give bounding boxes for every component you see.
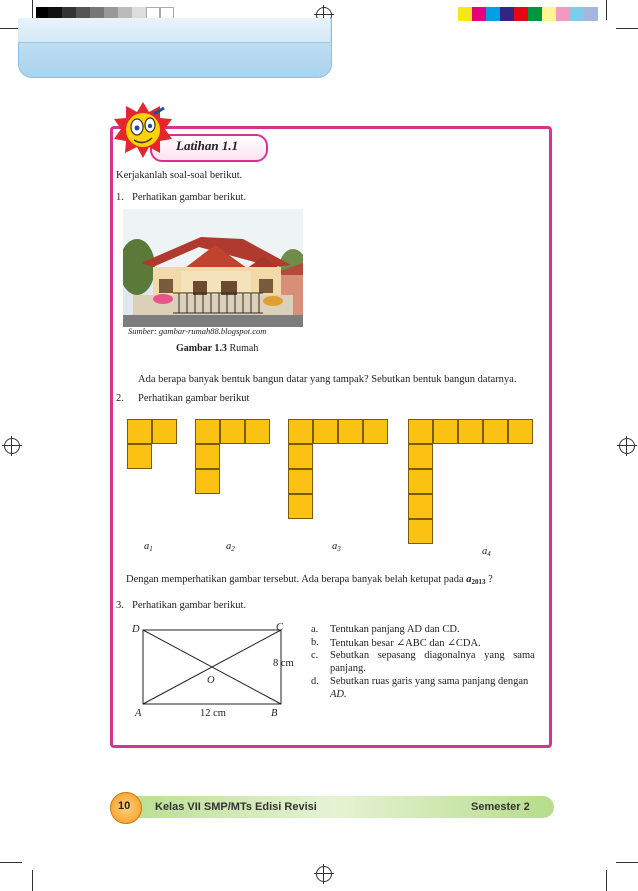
tile — [195, 444, 220, 469]
tile — [508, 419, 533, 444]
q3-item-text: panjang. — [330, 663, 366, 674]
label-a2: $a_2$ — [226, 541, 235, 553]
vertex-b: B — [271, 708, 278, 719]
tile — [458, 419, 483, 444]
q1-question: Ada berapa banyak bentuk bangun datar yang tampak? Sebutkan bentuk bangun datarnya. — [138, 374, 517, 385]
label-a4: $a_4$ — [482, 546, 491, 558]
q1-text: Perhatikan gambar berikut. — [132, 192, 247, 203]
house-photo — [123, 209, 303, 327]
tile — [127, 444, 152, 469]
vertex-c: C — [276, 622, 284, 633]
tile — [408, 519, 433, 544]
footer-book-title: Kelas VII SMP/MTs Edisi Revisi — [155, 801, 317, 813]
q3-text: Perhatikan gambar berikut. — [132, 600, 247, 611]
label-a1: $a_1$ — [144, 541, 153, 553]
footer-semester: Semester 2 — [471, 801, 530, 813]
width-label: 12 cm — [200, 708, 226, 719]
tile — [483, 419, 508, 444]
q3-item-letter: d. — [311, 676, 319, 687]
tile — [338, 419, 363, 444]
crop-mark — [616, 862, 638, 863]
q3-item-text: AD. — [330, 689, 347, 700]
page-number: 10 — [118, 800, 131, 812]
q3-number: 3. — [116, 600, 124, 611]
q1-number: 1. — [116, 192, 124, 203]
q2-question: Dengan memperhatikan gambar tersebut. Ada berapa banyak belah ketupat pada $a_{2013}$ ? — [126, 574, 493, 586]
q3-item-letter: a. — [311, 624, 319, 635]
tile — [288, 494, 313, 519]
registration-mark-icon — [4, 438, 20, 454]
figure-caption — [176, 343, 258, 354]
exercise-title: Latihan 1.1 — [176, 138, 239, 153]
tile — [313, 419, 338, 444]
vertex-a: A — [135, 708, 142, 719]
tile — [195, 469, 220, 494]
q3-item-text: Sebutkan ruas garis yang sama panjang dengan — [330, 676, 529, 687]
tile — [220, 419, 245, 444]
crop-mark — [606, 0, 607, 20]
vertex-o: O — [207, 675, 215, 686]
tile — [408, 469, 433, 494]
header-banner-top — [18, 18, 330, 43]
exercise-intro: Kerjakanlah soal-soal berikut. — [116, 170, 243, 181]
tile — [195, 419, 220, 444]
tile — [363, 419, 388, 444]
tile — [288, 444, 313, 469]
registration-mark-icon — [316, 866, 332, 882]
figure-caption-text: Rumah — [226, 343, 259, 354]
image-source: Sumber: gambar-rumah88.blogspot.com — [128, 326, 267, 336]
tile — [127, 419, 152, 444]
crop-mark — [606, 870, 607, 891]
q2-number: 2. — [116, 393, 124, 404]
crop-mark — [32, 0, 33, 20]
label-a3: $a_3$ — [332, 541, 341, 553]
crop-mark — [32, 870, 33, 891]
q3-item-letter: b. — [311, 637, 319, 648]
crop-mark — [616, 28, 638, 29]
tile — [408, 444, 433, 469]
tile — [408, 494, 433, 519]
vertex-d: D — [132, 624, 140, 635]
q2-text: Perhatikan gambar berikut — [138, 393, 250, 404]
figure-caption-label: Gambar 1.3 — [176, 343, 227, 354]
exercise-badge-icon — [112, 100, 174, 162]
q3-item-text: Sebutkan sepasang diagonalnya yang sama — [330, 650, 535, 661]
q3-item-text: Tentukan besar ∠ABC dan ∠CDA. — [330, 638, 481, 649]
crop-mark — [0, 862, 22, 863]
q3-item-text: Tentukan panjang AD dan CD. — [330, 624, 460, 635]
height-label: 8 cm — [273, 658, 294, 669]
q3-item-letter: c. — [311, 650, 319, 661]
tile — [433, 419, 458, 444]
registration-mark-icon — [619, 438, 635, 454]
tile — [288, 469, 313, 494]
tile — [152, 419, 177, 444]
tile — [245, 419, 270, 444]
tile — [288, 419, 313, 444]
tile — [408, 419, 433, 444]
